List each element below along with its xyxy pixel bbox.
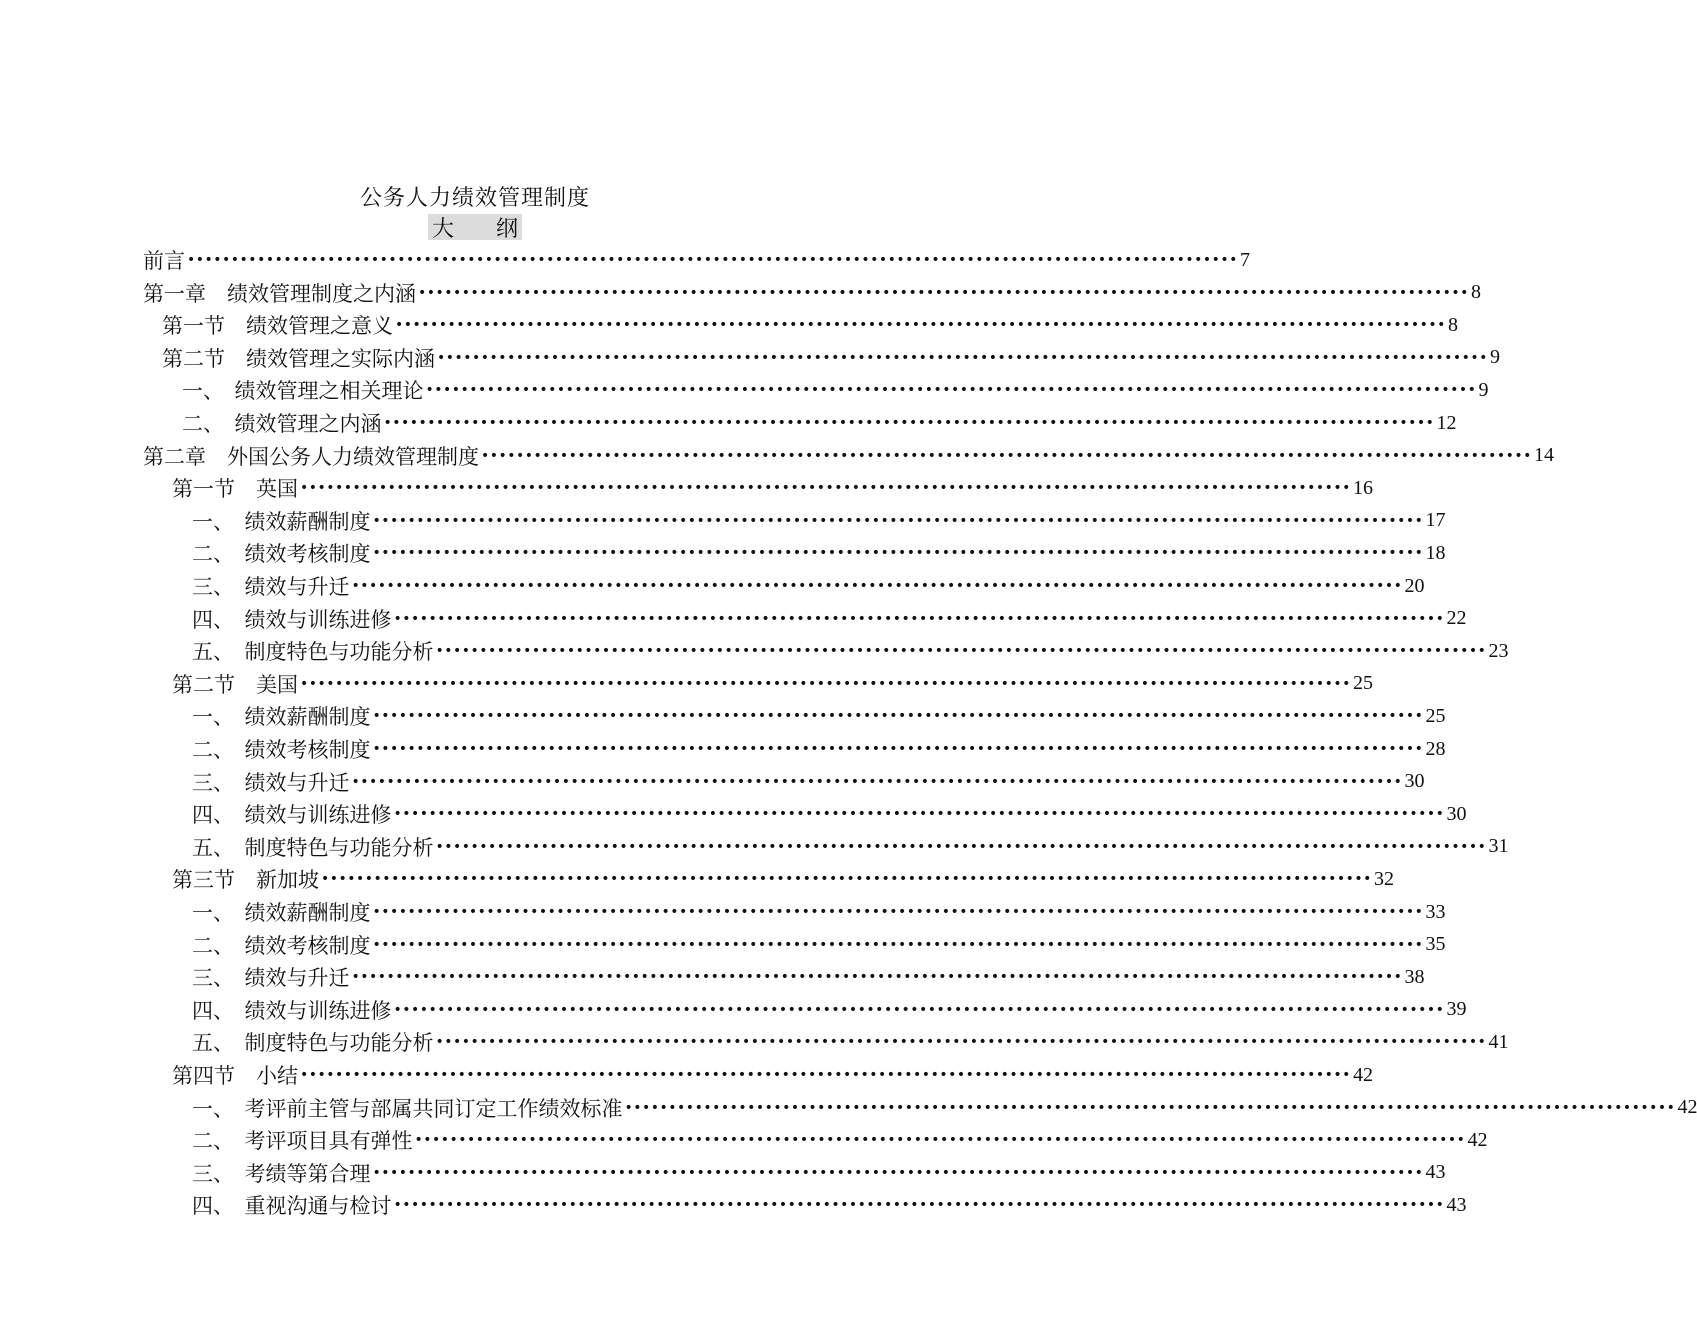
dot-leader: •••••••••••••••••••••••••••••••••••••••••••••••••••••••••••••••••••••••••••••••••••••••••••••••••••••••••••••••••••••••• (372, 545, 1424, 562)
dot-leader: •••••••••••••••••••••••••••••••••••••••••••••••••••••••••••••••••••••••••••••••••••••••••••••••••••••••••••••••••••••••• (393, 610, 1445, 627)
toc-entry[interactable] (172, 473, 1373, 503)
toc-entry[interactable] (192, 799, 1467, 829)
toc-entry-label: 二、 绩效考核制度 (192, 933, 371, 958)
toc-entry[interactable] (192, 930, 1446, 960)
dot-leader: •••••••••••••••••••••••••••••••••••••••••••••••••••••••••••••••••••••••••••••••••••••••••••••••••••••••••••••••••••••••• (418, 284, 1469, 301)
toc-entry-label: 五、 制度特色与功能分析 (192, 640, 434, 665)
toc-entry[interactable] (192, 767, 1425, 797)
toc-entry-label: 第二章 外国公务人力绩效管理制度 (143, 444, 479, 469)
toc-entry[interactable] (192, 995, 1467, 1025)
toc-entry[interactable] (192, 1027, 1509, 1057)
toc-entry-page: 17 (1425, 509, 1446, 532)
toc-entry-page: 32 (1373, 867, 1394, 890)
toc-entry-label: 四、 绩效与训练进修 (192, 803, 392, 828)
toc-entry-label: 一、 绩效薪酬制度 (192, 901, 371, 925)
dot-leader: •••••••••••••••••••••••••••••••••••••••••••••••••••••••••••••••••••••••••••••••••••••••••••••••••••••••••••••••••••••••• (393, 1001, 1445, 1018)
toc-entry[interactable] (172, 669, 1373, 699)
dot-leader: •••••••••••••••••••••••••••••••••••••••••••••••••••••••••••••••••••••••••••••••••••••••••••••••••••••••••••••••••••••••• (300, 480, 1351, 497)
toc-entry-label: 三、 绩效与升迁 (192, 770, 350, 795)
toc-entry[interactable] (143, 278, 1481, 308)
toc-entry[interactable] (192, 636, 1509, 666)
toc-entry[interactable] (182, 408, 1457, 438)
toc-entry-label: 五、 制度特色与功能分析 (192, 1031, 434, 1056)
toc-entry[interactable] (172, 1060, 1373, 1090)
toc-entry-page: 25 (1352, 672, 1373, 695)
toc-entry[interactable] (192, 1125, 1488, 1155)
dot-leader: •••••••••••••••••••••••••••••••••••••••••••••••••••••••••••••••••••••••••••••••••••••••••••••••••••••••••••••••••••••••• (372, 708, 1424, 725)
toc-entry[interactable] (172, 864, 1394, 894)
subtitle-right: 纲 (495, 216, 518, 242)
toc-entry-label: 三、 绩效与升迁 (192, 966, 350, 991)
document-subtitle (428, 214, 522, 240)
toc-entry-label: 第一节 绩效管理之意义 (162, 314, 393, 339)
toc-entry[interactable] (192, 1158, 1446, 1188)
toc-entry-page: 42 (1467, 1128, 1488, 1151)
toc-entry-label: 第一章 绩效管理制度之内涵 (143, 281, 416, 306)
toc-entry-label: 三、 考绩等第合理 (192, 1161, 371, 1186)
toc-entry[interactable] (192, 1093, 1697, 1123)
toc-entry-label: 一、 绩效薪酬制度 (192, 509, 371, 534)
toc-entry-page: 7 (1239, 248, 1250, 271)
toc-entry-label: 第二节 绩效管理之实际内涵 (162, 346, 435, 371)
toc-entry-page: 9 (1489, 346, 1500, 369)
toc-entry-page: 39 (1446, 998, 1467, 1021)
toc-entry-page: 20 (1404, 574, 1425, 597)
toc-entry[interactable] (192, 832, 1509, 862)
dot-leader: •••••••••••••••••••••••••••••••••••••••••••••••••••••••••••••••••••••••••••••••••••••••••••••••••••••••••••••••••••••••• (372, 512, 1424, 529)
toc-entry-label: 第一节 英国 (172, 477, 298, 502)
subtitle-left: 大 (432, 216, 455, 242)
toc-entry-label: 前言 (143, 249, 185, 273)
toc-entry-label: 二、 绩效管理之内涵 (182, 412, 382, 436)
toc-entry-label: 第四节 小结 (172, 1064, 298, 1088)
toc-entry-label: 二、 绩效考核制度 (192, 542, 371, 567)
toc-entry-page: 30 (1404, 770, 1425, 793)
toc-entry-page: 14 (1533, 444, 1554, 467)
toc-entry-page: 28 (1425, 737, 1446, 760)
toc-entry-label: 一、 考评前主管与部属共同订定工作绩效标准 (192, 1096, 623, 1121)
toc-entry[interactable] (192, 571, 1425, 601)
dot-leader: •••••••••••••••••••••••••••••••••••••••••••••••••••••••••••••••••••••••••••••••••••••••••••••••••••••••••••••••••••••••• (624, 1099, 1676, 1116)
toc-entry-page: 23 (1488, 639, 1509, 662)
toc-entry-label: 五、 制度特色与功能分析 (192, 835, 434, 860)
toc-entry[interactable] (143, 441, 1554, 471)
toc-entry-page: 43 (1446, 1193, 1467, 1216)
dot-leader: •••••••••••••••••••••••••••••••••••••••••••••••••••••••••••••••••••••••••••••••••••••••••••••••••••••••••••••••••••••••• (425, 382, 1477, 399)
toc-entry-label: 二、 考评项目具有弹性 (192, 1129, 413, 1154)
dot-leader: •••••••••••••••••••••••••••••••••••••••••••••••••••••••••••••••••••••••••••••••••••••••••••••••••••••••••••••••••••••••• (437, 349, 1488, 366)
dot-leader: •••••••••••••••••••••••••••••••••••••••••••••••••••••••••••••••••••••••••••••••••••••••••••••••••••••••••••••••••••••••• (321, 871, 1372, 888)
dot-leader: •••••••••••••••••••••••••••••••••••••••••••••••••••••••••••••••••••••••••••••••••••••••••••••••••••••••••••••••••••••••• (300, 675, 1351, 692)
toc-entry-label: 四、 绩效与训练进修 (192, 607, 392, 632)
dot-leader: •••••••••••••••••••••••••••••••••••••••••••••••••••••••••••••••••••••••••••••••••••••••••••••••••••••••••••••••••••••••• (435, 643, 1487, 660)
toc-entry-page: 42 (1677, 1096, 1697, 1119)
toc-entry-label: 第二节 美国 (172, 672, 298, 697)
toc-entry[interactable] (192, 734, 1446, 764)
toc-entry[interactable] (182, 375, 1489, 405)
dot-leader: •••••••••••••••••••••••••••••••••••••••••••••••••••••••••••••••••••••••••••••••••••••••••••••••••••••••••••••••••••••••• (393, 1197, 1445, 1214)
dot-leader: •••••••••••••••••••••••••••••••••••••••••••••••••••••••••••••••••••••••••••••••••••••••••••••••••••••••••••••••••••••••• (187, 252, 1238, 268)
toc-entry-page: 9 (1478, 378, 1489, 401)
dot-leader: •••••••••••••••••••••••••••••••••••••••••••••••••••••••••••••••••••••••••••••••••••••••••••••••••••••••••••••••••••••••• (372, 1164, 1424, 1181)
dot-leader: •••••••••••••••••••••••••••••••••••••••••••••••••••••••••••••••••••••••••••••••••••••••••••••••••••••••••••••••••••••••• (383, 415, 1435, 431)
toc-entry[interactable] (192, 1190, 1467, 1220)
toc-entry[interactable] (192, 506, 1446, 536)
dot-leader: •••••••••••••••••••••••••••••••••••••••••••••••••••••••••••••••••••••••••••••••••••••••••••••••••••••••••••••••••••••••• (435, 1034, 1487, 1051)
dot-leader: •••••••••••••••••••••••••••••••••••••••••••••••••••••••••••••••••••••••••••••••••••••••••••••••••••••••••••••••••••••••• (351, 969, 1403, 986)
dot-leader: •••••••••••••••••••••••••••••••••••••••••••••••••••••••••••••••••••••••••••••••••••••••••••••••••••••••••••••••••••••••• (351, 578, 1403, 594)
toc-entry-page: 8 (1470, 281, 1481, 304)
toc-entry-label: 一、 绩效薪酬制度 (192, 705, 371, 730)
dot-leader: •••••••••••••••••••••••••••••••••••••••••••••••••••••••••••••••••••••••••••••••••••••••••••••••••••••••••••••••••••••••• (372, 936, 1424, 953)
toc-entry[interactable] (143, 245, 1250, 275)
dot-leader: •••••••••••••••••••••••••••••••••••••••••••••••••••••••••••••••••••••••••••••••••••••••••••••••••••••••••••••••••••••••• (393, 806, 1445, 823)
toc-entry[interactable] (192, 897, 1446, 927)
toc-entry[interactable] (162, 310, 1458, 340)
toc-entry-page: 12 (1436, 411, 1457, 434)
toc-entry-label: 四、 重视沟通与检讨 (192, 1194, 392, 1219)
toc-entry-label: 四、 绩效与训练进修 (192, 998, 392, 1023)
toc-entry[interactable] (192, 538, 1446, 568)
toc-entry-label: 第三节 新加坡 (172, 868, 319, 893)
toc-entry[interactable] (192, 604, 1467, 634)
document-title: 公务人力绩效管理制度 (359, 186, 590, 211)
toc-entry-label: 二、 绩效考核制度 (192, 738, 371, 762)
toc-entry-page: 43 (1425, 1161, 1446, 1184)
dot-leader: •••••••••••••••••••••••••••••••••••••••••••••••••••••••••••••••••••••••••••••••••••••••••••••••••••••••••••••••••••••••• (300, 1067, 1351, 1083)
toc-entry-label: 三、 绩效与升迁 (192, 575, 350, 599)
dot-leader: •••••••••••••••••••••••••••••••••••••••••••••••••••••••••••••••••••••••••••••••••••••••••••••••••••••••••••••••••••••••• (481, 447, 1532, 464)
toc-entry-page: 22 (1446, 607, 1467, 630)
toc-entry[interactable] (192, 962, 1425, 992)
dot-leader: •••••••••••••••••••••••••••••••••••••••••••••••••••••••••••••••••••••••••••••••••••••••••••••••••••••••••••••••••••••••• (414, 1132, 1466, 1149)
dot-leader: •••••••••••••••••••••••••••••••••••••••••••••••••••••••••••••••••••••••••••••••••••••••••••••••••••••••••••••••••••••••• (435, 838, 1487, 855)
toc-entry-page: 16 (1352, 476, 1373, 499)
toc-entry-page: 33 (1425, 900, 1446, 923)
toc-entry-page: 42 (1352, 1063, 1373, 1086)
toc-entry[interactable] (192, 701, 1446, 731)
toc-entry-page: 38 (1404, 965, 1425, 988)
dot-leader: •••••••••••••••••••••••••••••••••••••••••••••••••••••••••••••••••••••••••••••••••••••••••••••••••••••••••••••••••••••••• (372, 904, 1424, 920)
toc-entry-page: 30 (1446, 802, 1467, 825)
toc-entry-page: 31 (1488, 835, 1509, 858)
toc-entry-page: 8 (1447, 313, 1458, 336)
toc-entry[interactable] (162, 343, 1500, 373)
toc-entry-label: 一、 绩效管理之相关理论 (182, 379, 424, 404)
dot-leader: •••••••••••••••••••••••••••••••••••••••••••••••••••••••••••••••••••••••••••••••••••••••••••••••••••••••••••••••••••••••• (395, 317, 1446, 334)
toc-entry-page: 41 (1488, 1030, 1509, 1053)
toc-entry-page: 35 (1425, 933, 1446, 956)
dot-leader: •••••••••••••••••••••••••••••••••••••••••••••••••••••••••••••••••••••••••••••••••••••••••••••••••••••••••••••••••••••••• (351, 773, 1403, 790)
toc-entry-page: 18 (1425, 541, 1446, 564)
toc-entry-page: 25 (1425, 704, 1446, 727)
dot-leader: •••••••••••••••••••••••••••••••••••••••••••••••••••••••••••••••••••••••••••••••••••••••••••••••••••••••••••••••••••••••• (372, 741, 1424, 757)
